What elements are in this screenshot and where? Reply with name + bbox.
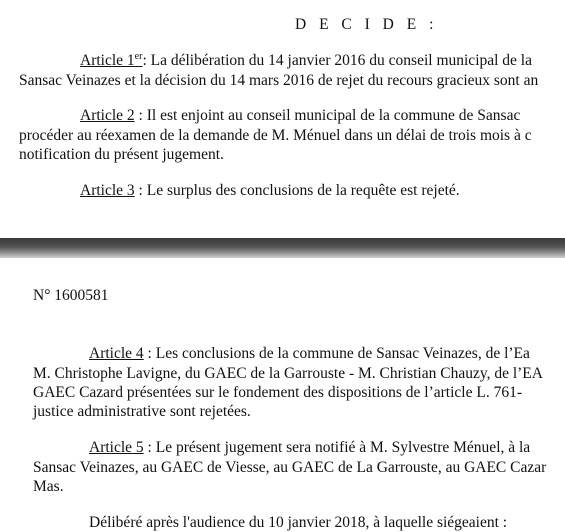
case-number: N° 1600581 [33,287,109,304]
article-1-line-1: Article 1er: La délibération du 14 janvier 2016 du conseil municipal de la [80,50,532,69]
article-2-line-1: Article 2 : Il est enjoint au conseil municipal de la commune de Sansac [80,107,521,124]
article-4-line-1: Article 4 : Les conclusions de la commune de Sansac Veinazes, de l’Ea [89,345,530,362]
article-5-line-1: Article 5 : Le présent jugement sera notifié à M. Sylvestre Ménuel, à la [89,439,531,456]
page-top [0,0,565,238]
article-3-line-1: Article 3 : Le surplus des conclusions de la requête est rejeté. [80,182,460,199]
decide-heading: D E C I D E : [295,16,438,33]
article-5-label: Article 5 [89,439,144,456]
article-2-line-3: notification du présent jugement. [19,146,224,163]
article-1-line-2: Sansac Veinazes et la décision du 14 mars 2016 de rejet du recours gracieux sont an [19,72,539,89]
article-4-line-4: justice administrative sont rejetées. [33,403,251,420]
article-5-line-3: Mas. [33,478,64,495]
article-1-label: Article 1er [80,50,143,69]
article-3-label: Article 3 [80,182,135,199]
page-break-divider [0,238,565,258]
article-5-line-2: Sansac Veinazes, au GAEC de Viesse, au GAEC de La Garrouste, au GAEC Cazar [33,459,547,476]
article-2-line-2: procéder au réexamen de la demande de M. Ménuel dans un délai de trois mois à c [19,127,532,144]
article-2-label: Article 2 [80,107,135,124]
article-4-label: Article 4 [89,345,144,362]
page-bottom [0,258,565,531]
article-4-line-3: GAEC Cazard présentées sur le fondement des dispositions de l’article L. 761- [33,384,522,401]
closing-line: Délibéré après l'audience du 10 janvier 2018, à laquelle siégeaient : [89,514,508,531]
article-4-line-2: M. Christophe Lavigne, du GAEC de la Garrouste - M. Christian Chauzy, de l’EA [33,365,543,382]
